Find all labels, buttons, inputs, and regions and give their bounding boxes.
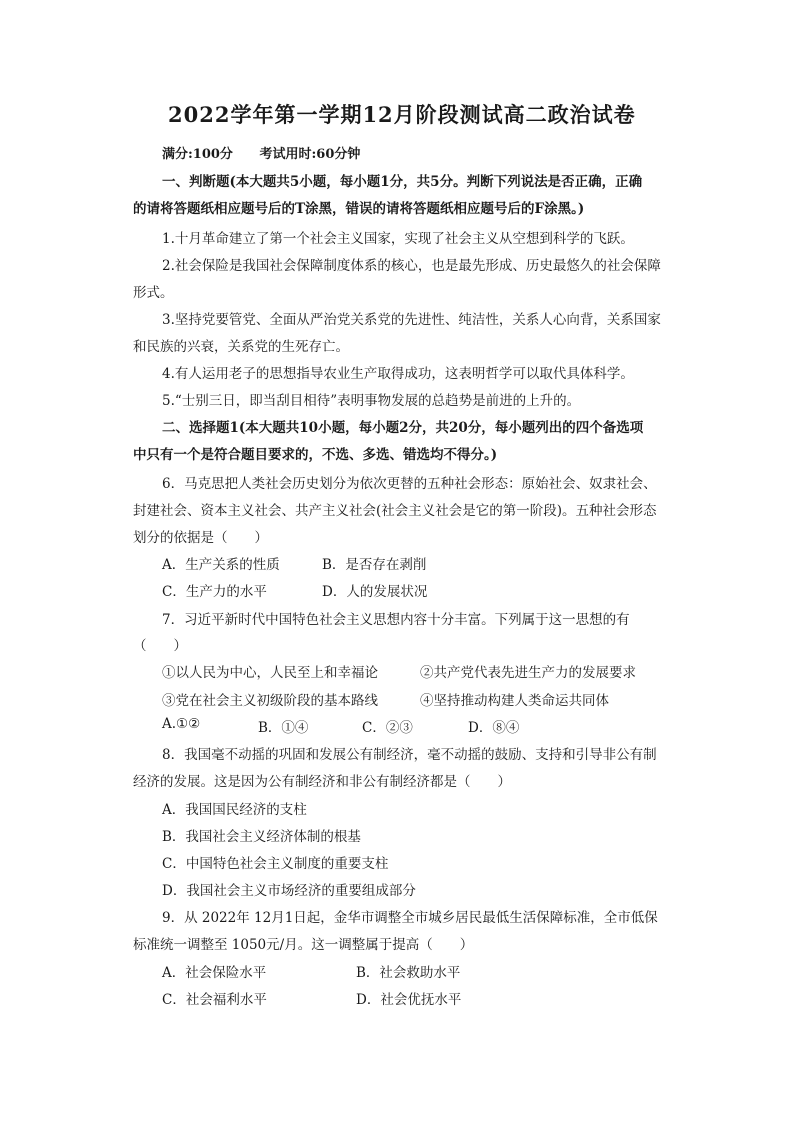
question-9-option-c: C．社会福利水平 (162, 992, 267, 1008)
question-2-line1: 2.社会保险是我国社会保障制度体系的核心，也是最先形成、历史最悠久的社会保障 (162, 258, 661, 274)
question-9-option-a: A．社会保险水平 (162, 965, 267, 981)
question-6-option-b: B．是否存在剥削 (322, 557, 427, 573)
question-9-line1: 9．从 2022年 12月1日起，金华市调整全市城乡居民最低生活保障标准，全市低保 (162, 910, 658, 926)
exam-time: 考试用时:60分钟 (259, 147, 361, 162)
question-6-line3: 划分的依据是（ ） (133, 530, 268, 546)
section1-heading-line2: 的请将答题纸相应题号后的T涂黑，错误的请将答题纸相应题号后的F涂黑。) (133, 201, 585, 217)
question-9-option-b: B．社会救助水平 (356, 965, 461, 981)
question-9-option-d: D．社会优抚水平 (356, 992, 462, 1008)
exam-meta (162, 143, 382, 162)
question-4: 4.有人运用老子的思想指导农业生产取得成功，这表明哲学可以取代具体科学。 (162, 366, 634, 382)
full-score: 满分:100分 (162, 147, 233, 162)
section2-heading-line1: 二、选择题1(本大题共10小题，每小题2分，共20分，每小题列出的四个备选项 (162, 420, 644, 436)
question-6-option-c: C．生产力的水平 (162, 584, 267, 600)
section1-heading-line1: 一、判断题(本大题共5小题，每小题1分，共5分。判断下列说法是否正确，正确 (162, 174, 643, 190)
question-1: 1.十月革命建立了第一个社会主义国家，实现了社会主义从空想到科学的飞跃。 (162, 231, 634, 247)
question-8-option-a: A．我国国民经济的支柱 (162, 802, 307, 818)
question-7-option-a: A.①② (162, 716, 201, 732)
question-2-line2: 形式。 (133, 285, 174, 301)
page-title: 2022学年第一学期12月阶段测试高二政治试卷 (168, 102, 636, 127)
question-6-line1: 6．马克思把人类社会历史划分为依次更替的五种社会形态：原始社会、奴隶社会、 (162, 476, 657, 492)
question-7-option-b: B．①④ (258, 720, 309, 736)
question-7-statement-4: ④坚持推动构建人类命运共同体 (420, 693, 609, 709)
question-7-statement-3: ③党在社会主义初级阶段的基本路线 (162, 693, 378, 709)
question-6-line2: 封建社会、资本主义社会、共产主义社会(社会主义社会是它的第一阶段)。五种社会形态 (133, 503, 657, 519)
question-7-statement-1: ①以人民为中心，人民至上和幸福论 (162, 665, 378, 681)
section2-heading-line2: 中只有一个是符合题目要求的，不选、多选、错选均不得分。) (133, 447, 498, 463)
question-9-line2: 标准统一调整至 1050元/月。这一调整属于提高（ ） (133, 937, 474, 953)
question-8-line1: 8．我国毫不动摇的巩固和发展公有制经济，毫不动摇的鼓励、支持和引导非公有制 (162, 747, 657, 763)
question-7-line1: 7．习近平新时代中国特色社会主义思想内容十分丰富。下列属于这一思想的有 (162, 612, 630, 628)
question-8-option-c: C．中国特色社会主义制度的重要支柱 (162, 856, 389, 872)
question-7-option-c: C．②③ (362, 720, 413, 736)
question-8-line2: 经济的发展。这是因为公有制经济和非公有制经济都是（ ） (133, 774, 511, 790)
question-5: 5.“士别三日，即当刮目相待”表明事物发展的总趋势是前进的上升的。 (162, 393, 581, 409)
question-3-line2: 和民族的兴衰，关系党的生死存亡。 (133, 339, 349, 355)
question-6-option-a: A．生产关系的性质 (162, 557, 280, 573)
question-6-option-d: D．人的发展状况 (322, 584, 428, 600)
question-8-option-b: B．我国社会主义经济体制的根基 (162, 829, 361, 845)
question-7-option-d: D．⑧④ (468, 720, 520, 736)
question-8-option-d: D．我国社会主义市场经济的重要组成部分 (162, 883, 416, 899)
question-3-line1: 3.坚持党要管党、全面从严治党关系党的先进性、纯洁性，关系人心向背，关系国家 (162, 312, 661, 328)
question-7-statement-2: ②共产党代表先进生产力的发展要求 (420, 665, 636, 681)
question-7-line2: （ ） (133, 638, 187, 654)
